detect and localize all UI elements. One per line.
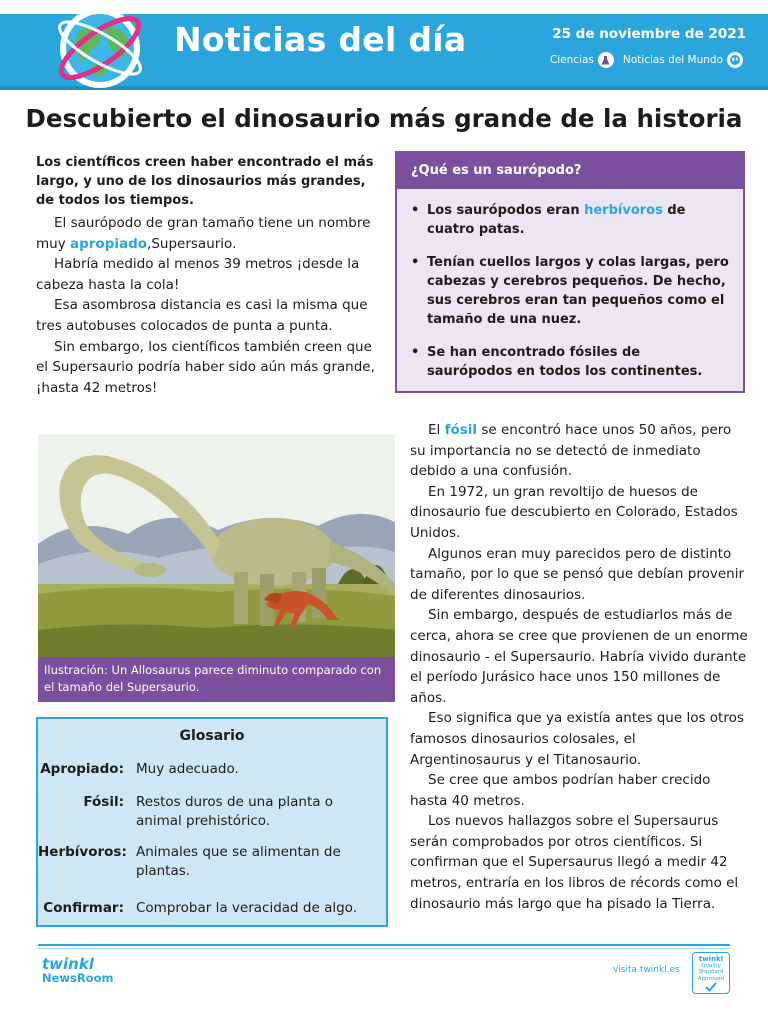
paragraph: Algunos eran muy parecidos pero de distinto tamaño, por lo que se pensó que debían provenir de diferentes dinosaurios. bbox=[410, 545, 744, 603]
paragraph: El saurópodo de gran tamaño tiene un nombre muy apropiado,Supersaurio. bbox=[36, 215, 371, 252]
paragraph: Esa asombrosa distancia es casi la misma que tres autobuses colocados de punta a punta. bbox=[36, 297, 368, 334]
list-item: • Se han encontrado fósiles de saurópodos en todos los continentes. bbox=[411, 343, 729, 381]
paragraph: Los nuevos hallazgos sobre el Supersaurus serán comprobados por otros científicos. Si confirman que el Supersaurus llegó a medir 42 metros, entraría en los libros de récords como el dinosaurio más largo que ha pisado la Tierra. bbox=[410, 813, 739, 912]
glossary-link-apropiado[interactable]: apropiado bbox=[70, 235, 148, 252]
badge-title: twinkl bbox=[698, 955, 724, 963]
category-science[interactable]: Ciencias bbox=[549, 54, 594, 66]
category-tags bbox=[550, 52, 748, 68]
glossary-link-herbivoros[interactable]: herbívoros bbox=[584, 203, 663, 218]
sauropod-info-box bbox=[395, 151, 745, 393]
article-headline: Descubierto el dinosaurio más grande de la historia bbox=[25, 104, 743, 133]
paragraph: El fósil se encontró hace unos 50 años, pero su importancia no se detectó de inmediato debido a una confusión. bbox=[410, 422, 732, 480]
checkmark-icon bbox=[705, 982, 717, 992]
footer-divider-thin bbox=[38, 948, 730, 949]
list-item: • Los saurópodos eran herbívoros de cuatro patas. bbox=[411, 201, 729, 239]
globe-logo-icon bbox=[44, 2, 156, 92]
quality-badge bbox=[692, 952, 730, 994]
twinkl-newsroom-logo[interactable] bbox=[42, 955, 112, 995]
paragraph: Sin embargo, los científicos también creen que el Supersaurio podría haber sido aún más grande, ¡hasta 42 metros! bbox=[36, 338, 375, 396]
glossary-entry bbox=[38, 793, 386, 831]
glossary-definition: Muy adecuado. bbox=[136, 761, 239, 777]
badge-text: Quality Standard Approved bbox=[697, 962, 725, 982]
logo-wordmark: twinkl bbox=[42, 955, 94, 973]
glossary-definition: Comprobar la veracidad de algo. bbox=[136, 900, 357, 916]
article-intro: Los científicos creen haber encontrado el más largo, y uno de los dinosaurios más grandes, de todos los tiempos. bbox=[36, 155, 374, 208]
category-world-news[interactable]: Noticias del Mundo bbox=[622, 54, 723, 66]
masthead-title: Noticias del día bbox=[174, 20, 467, 59]
glossary-entry bbox=[38, 843, 386, 881]
paragraph: Eso significa que ya existía antes que los otros famosos dinosaurios colosales, el Argentinosaurus y el Titanosaurio. bbox=[410, 710, 744, 768]
glossary-definition: Animales que se alimentan de plantas. bbox=[136, 844, 341, 879]
article-body-right bbox=[410, 420, 750, 914]
list-item: • Tenían cuellos largos y colas largas, pero cabezas y cerebros pequeños. De hecho, sus cerebros eran tan pequeños como el tamaño de una nuez. bbox=[411, 253, 729, 329]
illustration-caption: Ilustración: Un Allosaurus parece diminuto comparado con el tamaño del Supersaurio. bbox=[38, 657, 395, 702]
issue-date: 25 de noviembre de 2021 bbox=[552, 26, 746, 42]
glossary-link-fosil[interactable]: fósil bbox=[444, 422, 478, 438]
glossary-definition: Restos duros de una planta o animal prehistórico. bbox=[136, 794, 334, 829]
glossary-term: Fósil: bbox=[83, 794, 124, 810]
glossary-term: Herbívoros: bbox=[38, 844, 127, 860]
flask-icon bbox=[598, 52, 614, 68]
glossary-entry bbox=[38, 760, 386, 779]
paragraph: Se cree que ambos podrían haber crecido hasta 40 metros. bbox=[410, 772, 711, 809]
globe-icon bbox=[727, 52, 743, 68]
paragraph: Sin embargo, después de estudiarlos más de cerca, ahora se cree que provienen de un enorme dinosaurio - el Supersaurio. Habría vivido durante el período Jurásico hace unos 150 millones de años. bbox=[410, 607, 748, 706]
website-link[interactable]: visita twinkl.es bbox=[613, 965, 680, 975]
paragraph: En 1972, un gran revoltijo de huesos de dinosaurio fue descubierto en Colorado, Estados Unidos. bbox=[410, 483, 738, 541]
logo-subtitle: NewsRoom bbox=[42, 971, 114, 985]
article-body-left bbox=[36, 213, 386, 398]
footer-divider bbox=[38, 944, 730, 946]
info-box-list bbox=[397, 189, 743, 381]
info-box-title: ¿Qué es un saurópodo? bbox=[397, 153, 743, 189]
glossary-term: Confirmar: bbox=[43, 900, 124, 916]
glossary-entry bbox=[38, 899, 386, 918]
glossary-title: Glosario bbox=[179, 728, 245, 744]
paragraph: Habría medido al menos 39 metros ¡desde la cabeza hasta la cola! bbox=[36, 256, 360, 293]
glossary-box bbox=[36, 717, 388, 927]
glossary-term: Apropiado: bbox=[40, 761, 124, 777]
